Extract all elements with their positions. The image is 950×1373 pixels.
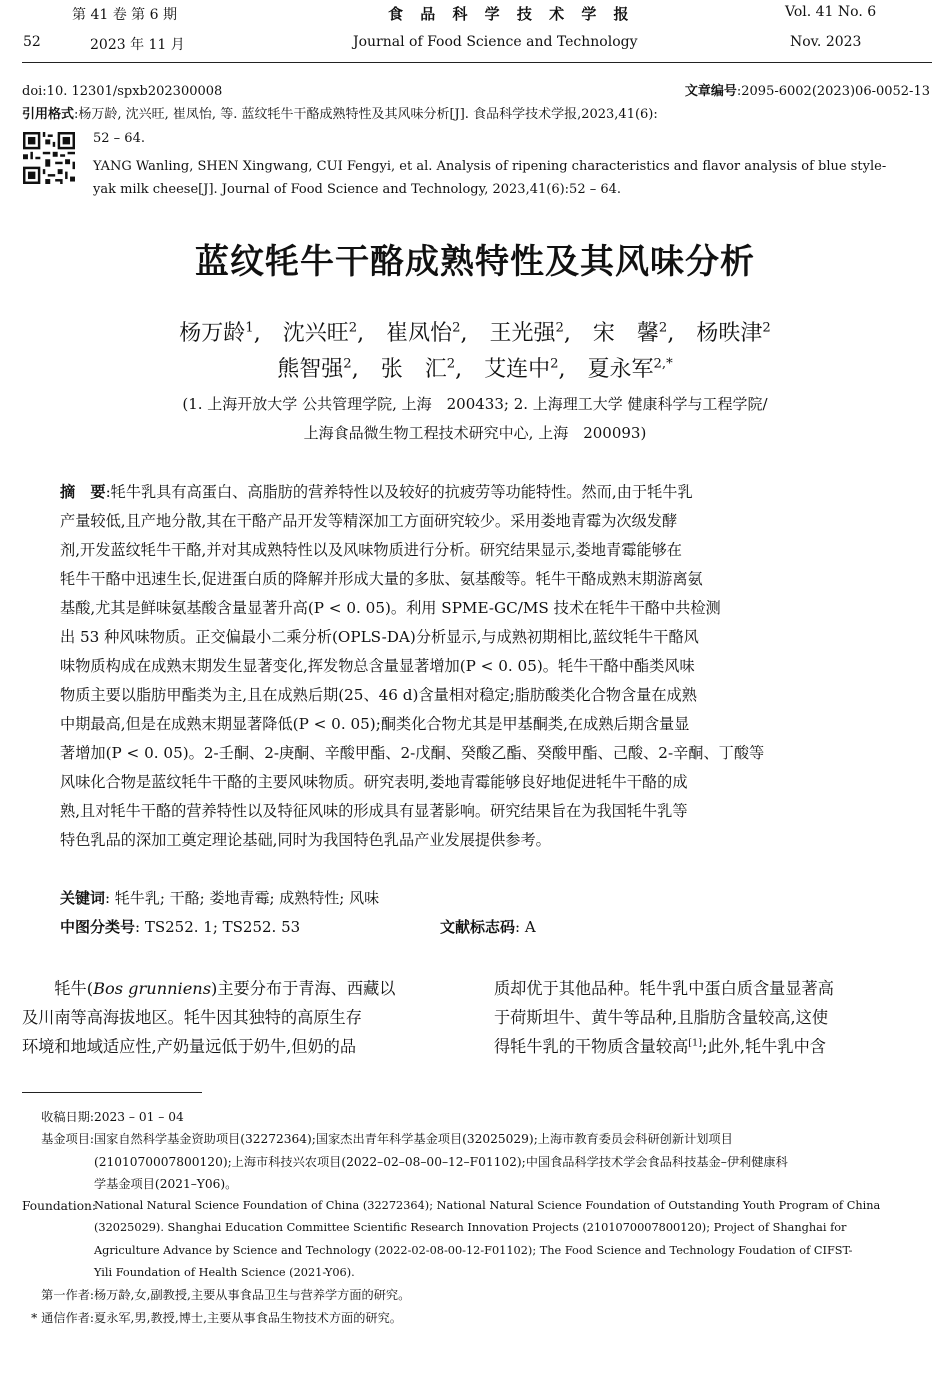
author-affiliation-mark: 1 — [245, 320, 254, 336]
document-code-label: 文献标志码 — [440, 918, 516, 936]
header-date-en: Nov. 2023 — [790, 34, 862, 50]
author-name: 夏永军 — [587, 357, 654, 382]
author-name: 熊智强 — [277, 357, 344, 382]
header-rule — [22, 62, 932, 63]
abstract-label: 摘 要 — [60, 483, 106, 501]
author-name: 沈兴旺 — [282, 321, 349, 346]
author-affiliation-mark: 2 — [348, 320, 358, 336]
foundation-line: National Natural Science Foundation of China (32272364); National Natural Science Foundation of Outstanding Youth Program of China — [94, 1199, 881, 1213]
page-number: 52 — [23, 34, 41, 50]
qr-code-icon — [23, 132, 75, 184]
body-text: 得牦牛乳的干物质含量较高 — [494, 1037, 689, 1056]
received-label: 收稿日期: — [41, 1110, 94, 1124]
header-volume-issue: 第 41 卷 第 6 期 — [72, 7, 177, 23]
abstract-line: 特色乳品的深加工奠定理论基础,同时为我国特色乳品产业发展提供参考。 — [60, 831, 551, 849]
header-journal-cn: 食 品 科 学 技 术 学 报 — [388, 5, 635, 23]
body-column-2 — [494, 974, 930, 1061]
author-name: 崔凤怡 — [386, 321, 453, 346]
citation-en-line2: yak milk cheese[J]. Journal of Food Science and Technology, 2023,41(6):52 – 64. — [93, 182, 622, 197]
author-affiliation-mark: 2 — [343, 356, 352, 372]
body-column-1 — [22, 974, 458, 1061]
author-affiliation-mark: 2,* — [653, 356, 673, 372]
document-code-value: : A — [515, 918, 536, 936]
footnotes — [22, 1106, 932, 1329]
keywords — [60, 884, 379, 912]
first-author — [22, 1284, 932, 1306]
abstract-line: 著增加(P < 0. 05)。2-壬酮、2-庚酮、辛酸甲酯、2-戊酮、癸酸乙酯、癸酸甲酯、己酸、2-辛酮、丁酸等 — [60, 744, 765, 762]
classification — [60, 913, 300, 941]
abstract-line: 中期最高,但是在成熟末期显著降低(P < 0. 05);酮类化合物尤其是甲基酮类,在成熟后期含量显 — [60, 715, 690, 733]
citation-cn-text: :杨万龄, 沈兴旺, 崔凤怡, 等. 蓝纹牦牛干酪成熟特性及其风味分析[J]. 食品科学技术学报,2023,41(6): — [74, 107, 658, 122]
header-volume-issue-en: Vol. 41 No. 6 — [785, 4, 877, 20]
fund-line: 学基金项目(2021–Y06)。 — [94, 1176, 238, 1191]
article-number — [685, 80, 930, 103]
body-text: ;此外,牦牛乳中含 — [702, 1037, 826, 1056]
author-name: 王光强 — [489, 321, 556, 346]
body-col2-line: 质却优于其他品种。牦牛乳中蛋白质含量显著高 — [494, 979, 834, 998]
affiliation-line-2: 上海食品微生物工程技术研究中心, 上海 200093) — [303, 424, 647, 442]
fund-label: 基金项目: — [41, 1132, 94, 1147]
body-col2-line — [494, 1032, 930, 1061]
citation-en-line1: YANG Wanling, SHEN Xingwang, CUI Fengyi, et al. Analysis of ripening characteristics and flavor analysis of blue style- — [93, 159, 887, 174]
fund-line: (2101070007800120);上海市科技兴农项目(2022–02–08–00–12–F01102);中国食品科学技术学会食品科技基金–伊利健康科 — [94, 1154, 788, 1169]
article-number-label: 文章编号 — [684, 84, 737, 99]
header-date-cn: 2023 年 11 月 — [90, 37, 185, 53]
foundation-line: Agriculture Advance by Science and Technology (2022-02-08-00-12-F01102); The Food Science and Technology Foudation of CIFST- — [94, 1243, 853, 1257]
document-code — [440, 913, 536, 941]
footnote-rule — [22, 1092, 202, 1093]
author-affiliation-mark: 2 — [555, 320, 564, 336]
author-affiliation-mark: 2 — [550, 356, 559, 372]
corresponding-author — [22, 1307, 932, 1329]
abstract-line: 产量较低,且产地分散,其在干酪产品开发等精深加工方面研究较少。采用娄地青霉为次级发酵 — [60, 512, 678, 530]
foundation — [22, 1195, 932, 1284]
abstract-line: 出 53 种风味物质。正交偏最小二乘分析(OPLS-DA)分析显示,与成熟初期相比,蓝纹牦牛干酪风 — [60, 628, 699, 646]
page-title: 蓝纹牦牛干酪成熟特性及其风味分析 — [195, 242, 755, 282]
author-name: 张 汇 — [380, 357, 447, 382]
keywords-text: : 牦牛乳; 干酪; 娄地青霉; 成熟特性; 风味 — [105, 889, 380, 907]
abstract-line: 物质主要以脂肪甲酯类为主,且在成熟后期(25、46 d)含量相对稳定;脂肪酸类化合物含量在成熟 — [60, 686, 697, 704]
body-col1-line: 环境和地域适应性,产奶量远低于奶牛,但奶的品 — [22, 1037, 357, 1056]
fund-line: 国家自然科学基金资助项目(32272364);国家杰出青年科学基金项目(32025029);上海市教育委员会科研创新计划项目 — [94, 1132, 733, 1147]
author-affiliation-mark: 2 — [446, 356, 456, 372]
abstract — [60, 478, 894, 855]
first-author-label: 第一作者: — [41, 1288, 94, 1303]
author-name: 艾连中 — [484, 357, 551, 382]
body-col2-line: 于荷斯坦牛、黄牛等品种,且脂肪含量较高,这使 — [494, 1008, 829, 1027]
fund-projects — [22, 1128, 932, 1195]
doi: doi:10. 12301/spxb202300008 — [22, 84, 223, 99]
foundation-line: Yili Foundation of Health Science (2021-Y06). — [94, 1266, 355, 1280]
abstract-line: 味物质构成在成熟末期发生显著变化,挥发物总含量显著增加(P < 0. 05)。牦牛干酪中酯类风味 — [60, 657, 695, 675]
corresponding-label: * 通信作者: — [31, 1310, 94, 1325]
body-col1-line: 牦牛(Bos grunniens)主要分布于青海、西藏以 — [22, 979, 396, 998]
corresponding-value: 夏永军,男,教授,博士,主要从事食品生物技术方面的研究。 — [94, 1310, 402, 1325]
keywords-label: 关键词 — [60, 889, 106, 907]
author-affiliation-mark: 2 — [452, 320, 461, 336]
author-name: 杨万龄 — [179, 321, 246, 346]
classification-label: 中图分类号 — [60, 918, 136, 936]
author-affiliation-mark: 2 — [762, 320, 771, 336]
first-author-value: 杨万龄,女,副教授,主要从事食品卫生与营养学方面的研究。 — [94, 1288, 411, 1303]
author-name: 宋 馨 — [592, 321, 659, 346]
abstract-line: 基酸,尤其是鲜味氨基酸含量显著升高(P < 0. 05)。利用 SPME-GC/MS 技术在牦牛干酪中共检测 — [60, 599, 721, 617]
received-value: 2023 – 01 – 04 — [94, 1110, 184, 1124]
abstract-line: 熟,且对牦牛干酪的营养特性以及特征风味的形成具有显著影响。研究结果旨在为我国牦牛乳等 — [60, 802, 688, 820]
body-col1-line: 及川南等高海拔地区。牦牛因其独特的高原生存 — [22, 1008, 362, 1027]
citation-ref[interactable]: [1] — [688, 1037, 703, 1049]
citation-label: 引用格式 — [22, 107, 75, 122]
received-date — [22, 1106, 932, 1128]
abstract-line: 剂,开发蓝纹牦牛干酪,并对其成熟特性以及风味物质进行分析。研究结果显示,娄地青霉能够在 — [60, 541, 682, 559]
author-name: 杨昳津 — [696, 321, 763, 346]
foundation-line: (32025029). Shanghai Education Committee Scientific Research Innovation Projects (2101070007800120); Project of Shanghai for — [94, 1221, 847, 1235]
citation-cn — [22, 103, 658, 126]
abstract-line: 牦牛干酪中迅速生长,促进蛋白质的降解并形成大量的多肽、氨基酸等。牦牛干酪成熟末期游离氨 — [60, 570, 703, 588]
author-line-1: 杨万龄$^1$, 沈兴旺$^2$, 崔凤怡$^2$, 王光强$^2$, 宋 馨$^2$, 杨昳津$^2$ — [179, 320, 771, 346]
article-number-value: :2095-6002(2023)06-0052-13 — [736, 84, 930, 99]
author-line-2: 熊智强$^2$, 张 汇$^2$, 艾连中$^2$, 夏永军$^{2,*}$ — [277, 356, 673, 382]
classification-text: : TS252. 1; TS252. 53 — [135, 918, 301, 936]
author-affiliation-mark: 2 — [658, 320, 668, 336]
citation-cn-pages: 52 – 64. — [93, 131, 145, 146]
foundation-label: Foundation: — [22, 1199, 96, 1214]
header-journal-en: Journal of Food Science and Technology — [353, 34, 638, 50]
affiliation-line-1: (1. 上海开放大学 公共管理学院, 上海 200433; 2. 上海理工大学 健康科学与工程学院/ — [182, 395, 768, 413]
abstract-line: 摘 要:牦牛乳具有高蛋白、高脂肪的营养特性以及较好的抗疲劳等功能特性。然而,由于牦牛乳 — [60, 483, 693, 501]
abstract-line: 风味化合物是蓝纹牦牛干酪的主要风味物质。研究表明,娄地青霉能够良好地促进牦牛干酪的成 — [60, 773, 688, 791]
